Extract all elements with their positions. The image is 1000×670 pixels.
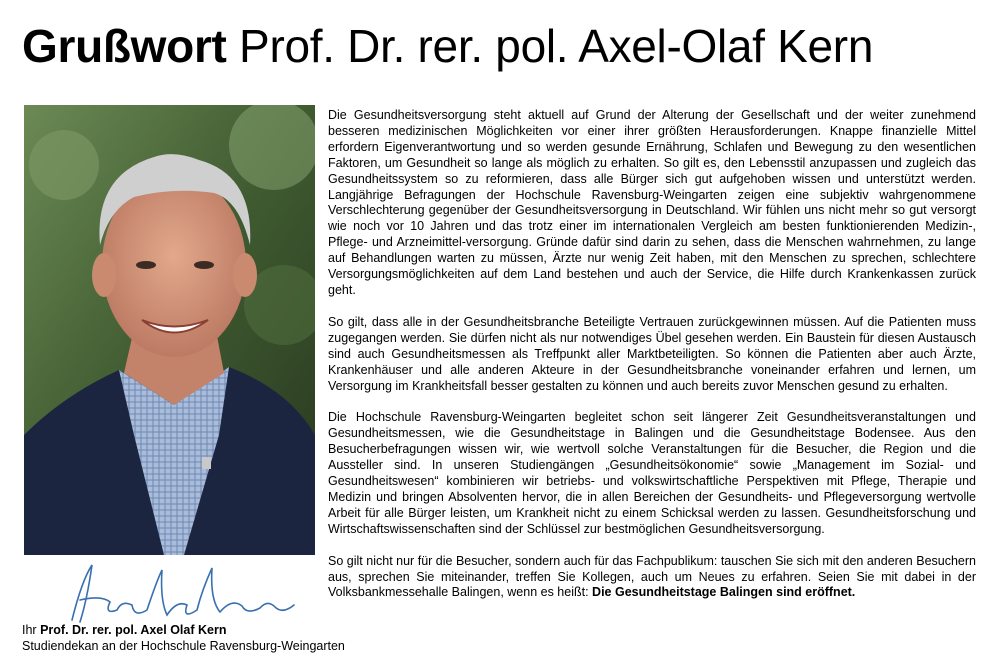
paragraph-3: Die Hochschule Ravensburg-Weingarten begleitet schon seit längerer Zeit Gesundheitsveranstaltungen und Gesundheitsmessen, wie die Gesundheitstage in Balingen und die Gesundheitstage Bodensee. Aus den Besucherbefragungen wissen wir, wie wertvoll solche Veranstaltungen für die Besucher, die Region und die Aussteller sind. In unseren Studiengängen „Gesundheitsökonomie“ sowie „Management im Sozial- und Gesundheitswesen“ kombinieren wir betriebs- und volkswirtschaftliche Perspektiven mit Pflege, Therapie und Medizin und bringen Absolventen hervor, die in allen Bereichen der Gesundheits- und Pflegeversorgung wertvolle Arbeit für alle Bürger leisten, um Krankheit nicht zu einem Schicksal werden zu lassen. Gesundheitsforschung und Wirtschaftswissenschaften sind der Schlüssel zur bestmöglichen Gesundheitsversorgung.: [328, 410, 976, 536]
signature-role: Studiendekan an der Hochschule Ravensburg-Weingarten: [22, 638, 345, 653]
signature-prefix: Ihr: [22, 623, 41, 637]
opening-statement: Die Gesundheitstage Balingen sind eröffnet.: [592, 585, 856, 600]
paragraph-1: Die Gesundheitsversorgung steht aktuell auf Grund der Alterung der Gesellschaft und der weiter zunehmend besseren medizinischen Möglichkeiten vor einer ihrer größten Herausforderungen. Knappe finanzielle Mittel erfordern Eigenverantwortung und so werden gesunde Ernährung, Schlafen und Bewegung zu den wesentlichen Faktoren, um Gesundheit so lange als möglich zu erhalten. So gilt es, den Lebensstil anzupassen und zugleich das Gesundheitssystem so zu reformieren, dass alle Bürger sich gut aufgehoben wissen und unterstützt werden. Langjährige Befragungen der Hochschule Ravensburg-Weingarten zeigen eine subjektiv wahrgenommene Verschlechterung gegenüber der Gesundheitsversorgung in Deutschland. Wir fühlen uns nicht mehr so gut versorgt wie noch vor 10 Jahren und das trotz einer im internationalen Vergleich am besten funktionierenden Medizin-, Pflege- und Arzneimittel-versorgung. Gründe dafür sind darin zu sehen, dass die Menschen wahrnehmen, zu lange auf Behandlungen warten zu müssen, Ärzte nur wenig Zeit haben, mit den Menschen zu sprechen, schlechtere Versorgungsmöglichkeiten auf dem Land bestehen und auch der Service, die Hilfe durch Krankenkassen zurück geht.: [328, 108, 976, 297]
greeting-body: [328, 108, 976, 617]
title-bold: Grußwort: [22, 20, 227, 72]
paragraph-4: [328, 554, 976, 602]
portrait-photo: [24, 105, 315, 555]
title-rest: Prof. Dr. rer. pol. Axel-Olaf Kern: [226, 20, 874, 72]
paragraph-2: So gilt, dass alle in der Gesundheitsbranche Beteiligte Vertrauen zurückgewinnen müssen. Auf die Patienten muss zugegangen werden. Sie dürfen nicht als nur notwendiges Übel gesehen werden. Ein Baustein für diesen Austausch sind auch Gesundheitsmessen als Treffpunkt aller Marktbeteiligten. So können die Patienten aber auch Ärzte, Krankenhäuser und alle anderen Akteure in der Gesundheitsbranche voneinander erfahren und lernen, um Versorgung im Krankheitsfall besser gestalten zu können und auch bereits zuvor Menschen gesund zu erhalten.: [328, 314, 976, 393]
page-title: [22, 18, 873, 74]
handwritten-signature: [62, 560, 302, 630]
paragraph-4-text: So gilt nicht nur für die Besucher, sondern auch für das Fachpublikum: tauschen Sie sich mit den anderen Besuchern aus, sprechen Sie miteinander, treffen Sie Kollegen, auch um Neues zu erfahren. Seien Sie mit dabei in der Volksbankmessehalle Balingen, wenn es heißt:: [328, 553, 976, 600]
signature-line: [22, 623, 345, 639]
signature-name: Prof. Dr. rer. pol. Axel Olaf Kern: [40, 623, 227, 637]
signature-block: [22, 623, 345, 654]
